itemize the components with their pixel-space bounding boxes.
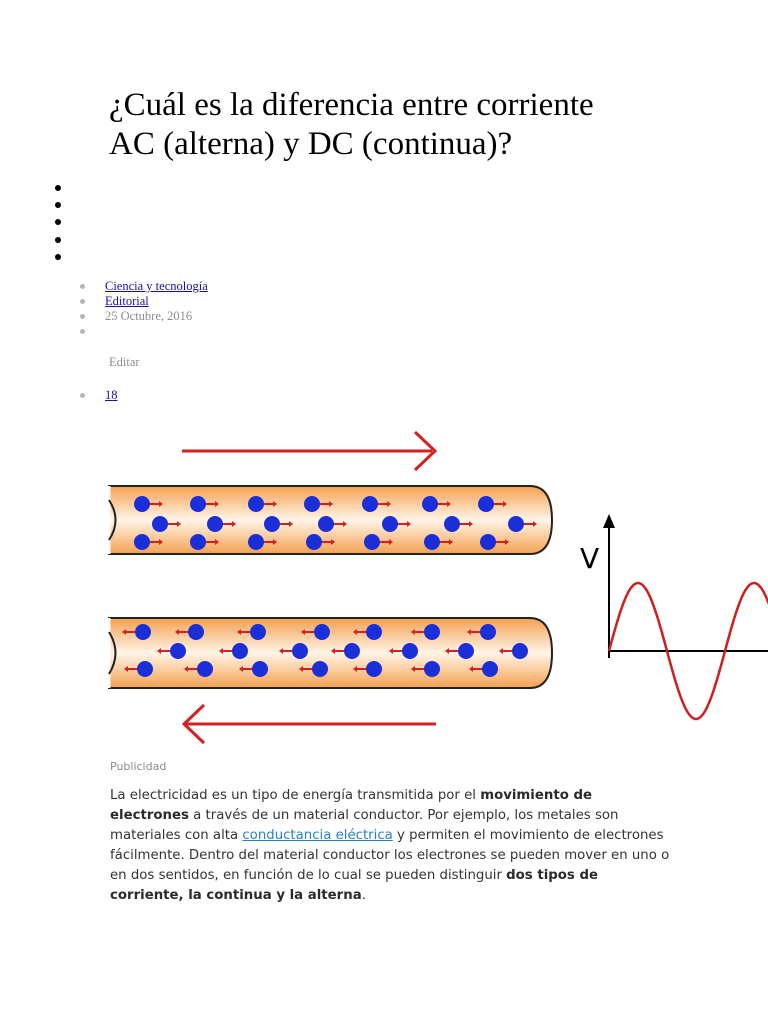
paragraph-text-2: a través de un material conductor. Por ejemplo, los metales son materiales con alta (110, 808, 619, 843)
left-arrow-icon (184, 705, 436, 743)
article-figure (0, 420, 768, 750)
right-arrow-icon (182, 432, 435, 470)
meta-item-date (80, 309, 208, 324)
paragraph-bold-1: movimiento de electrones (110, 788, 592, 823)
comments-item (80, 388, 118, 403)
paragraph-text-1: La electricidad es un tipo de energía transmitida por el (110, 788, 481, 803)
edit-link[interactable]: Editar (109, 355, 140, 369)
meta-item-section (80, 294, 208, 309)
category-link[interactable]: Ciencia y tecnología (105, 279, 208, 293)
section-link[interactable]: Editorial (105, 294, 149, 308)
article-meta (80, 279, 208, 339)
voltage-axis-label: V (580, 542, 600, 575)
paragraph-bold-2: dos tipos de corriente, la continua y la alterna (110, 868, 599, 903)
comments-count-link[interactable]: 18 (105, 388, 118, 402)
meta-item-empty (80, 324, 208, 339)
wire-top (109, 486, 552, 554)
paragraph-text-3: y permiten el movimiento de electrones fácilmente. Dentro del material conductor los electrones se pueden mover en uno o en dos sentidos, en función de lo cual se pueden distinguir (110, 828, 670, 883)
wire-bottom (109, 618, 552, 688)
meta-item-category (80, 279, 208, 294)
paragraph-text-4: . (361, 888, 366, 903)
title-line-1: ¿Cuál es la diferencia entre corriente (109, 87, 594, 123)
title-line-2: AC (alterna) y DC (continua)? (109, 126, 513, 162)
article-paragraph (110, 786, 670, 906)
ac-dc-illustration (0, 420, 768, 750)
conductance-link[interactable]: conductancia eléctrica (242, 828, 393, 843)
ac-voltage-plot (580, 514, 768, 719)
comments-list (80, 388, 118, 403)
ad-label: Publicidad (110, 760, 167, 773)
page-title (109, 86, 729, 164)
vertical-axis-arrow-icon (603, 514, 615, 528)
publish-date: 25 Octubre, 2016 (105, 309, 193, 323)
